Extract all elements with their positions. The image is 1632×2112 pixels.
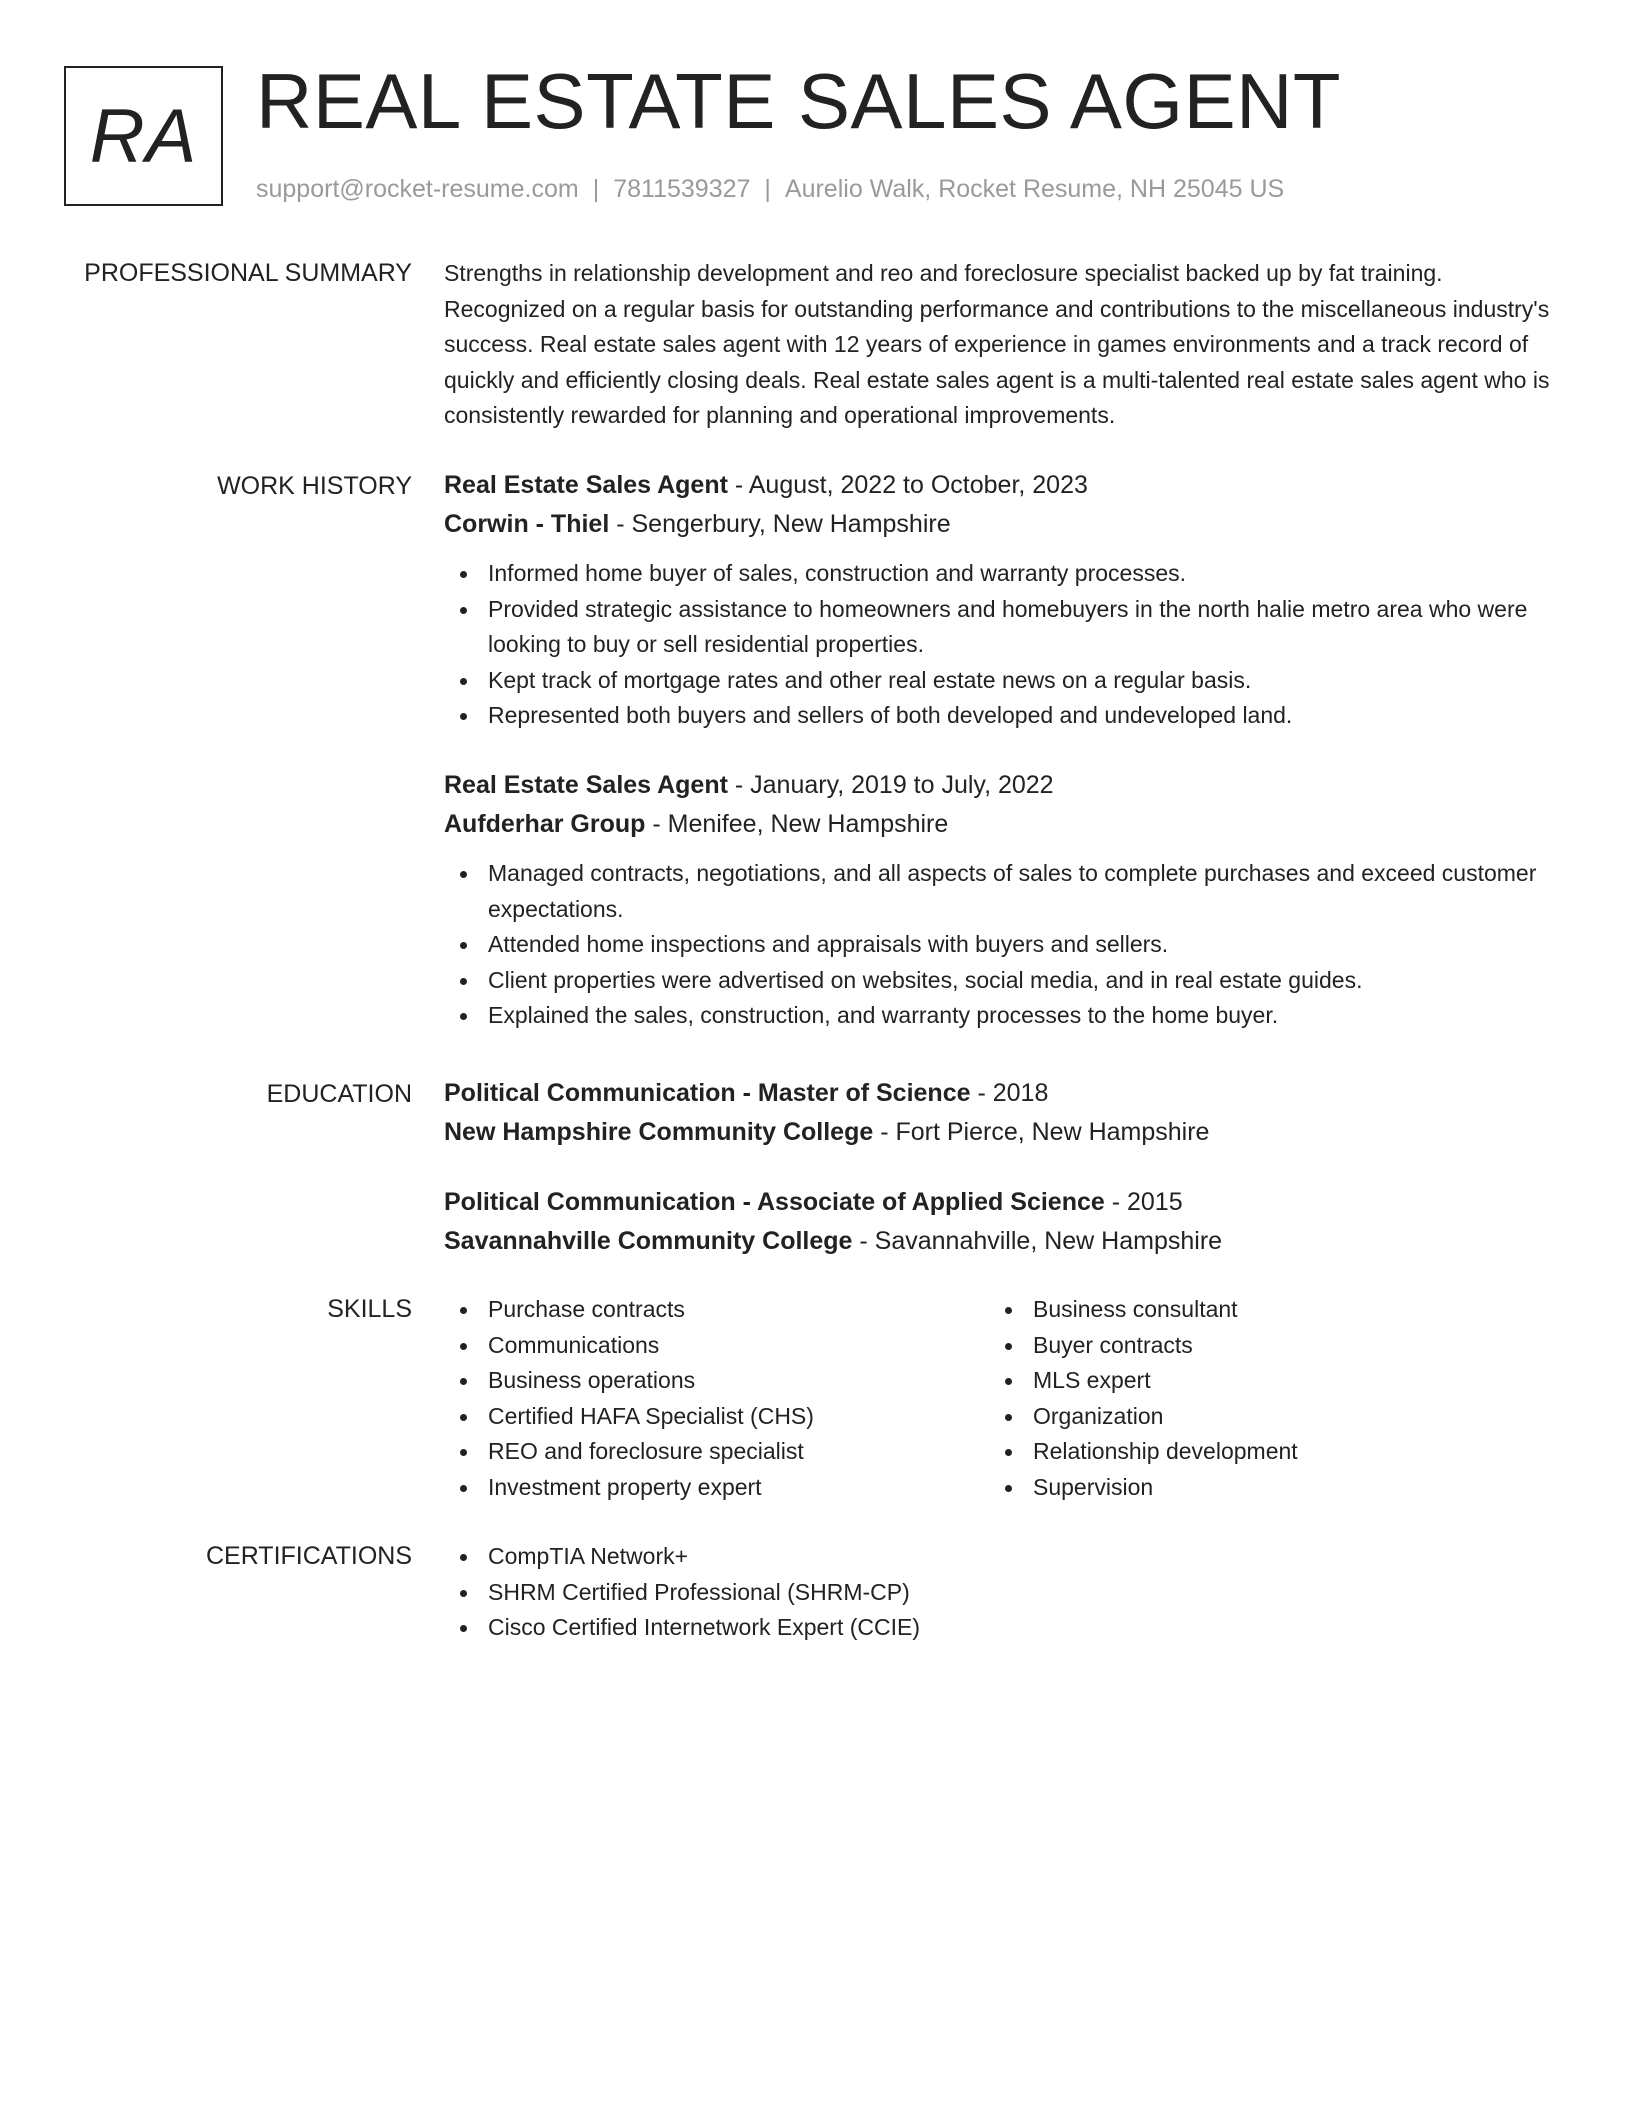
section-heading-summary: PROFESSIONAL SUMMARY <box>84 259 412 287</box>
skill-item: Business consultant <box>989 1292 1534 1328</box>
skills-grid <box>444 1292 1564 1506</box>
contact-email[interactable]: support@rocket-resume.com <box>256 175 579 203</box>
summary-body <box>444 256 1564 434</box>
job-bullet: Explained the sales, construction, and warranty processes to the home buyer. <box>444 998 1564 1034</box>
skill-item: Buyer contracts <box>989 1328 1534 1364</box>
job-title: Real Estate Sales Agent <box>444 770 728 799</box>
job-company: Corwin - Thiel <box>444 510 610 538</box>
certification-item: CompTIA Network+ <box>444 1539 1564 1575</box>
job-title-line <box>444 466 1564 505</box>
skills-body <box>444 1292 1564 1506</box>
job-entry <box>444 466 1564 734</box>
education-entry <box>444 1183 1564 1261</box>
contact-separator: | <box>764 175 771 203</box>
education-school: Savannahville Community College <box>444 1227 853 1255</box>
job-bullets <box>444 856 1564 1034</box>
education-year: - 2018 <box>970 1079 1049 1107</box>
skill-item: Investment property expert <box>444 1470 989 1506</box>
skills-column-left <box>444 1292 989 1506</box>
job-entry <box>444 766 1564 1034</box>
education-degree: Political Communication - Associate of Applied Science <box>444 1188 1105 1216</box>
section-heading-work-history: WORK HISTORY <box>217 472 412 500</box>
education-degree-line <box>444 1183 1564 1222</box>
section-heading-certifications: CERTIFICATIONS <box>205 1542 412 1570</box>
job-bullet: Managed contracts, negotiations, and all aspects of sales to complete purchases and exceed customer expectations. <box>444 856 1564 927</box>
skill-item: MLS expert <box>989 1363 1534 1399</box>
job-dates: - August, 2022 to October, 2023 <box>727 471 1088 499</box>
skill-item: Relationship development <box>989 1434 1534 1470</box>
certifications-body <box>444 1539 1564 1646</box>
education-school-line <box>444 1113 1564 1152</box>
skill-item: Organization <box>989 1399 1534 1435</box>
certification-item: SHRM Certified Professional (SHRM-CP) <box>444 1575 1564 1611</box>
monogram-logo <box>64 66 223 206</box>
job-title: Real Estate Sales Agent <box>444 471 728 499</box>
education-degree: Political Communication - Master of Science <box>444 1079 971 1107</box>
monogram-initials: RA <box>89 93 198 179</box>
job-bullet: Client properties were advertised on websites, social media, and in real estate guides. <box>444 963 1564 999</box>
certification-item: Cisco Certified Internetwork Expert (CCIE) <box>444 1610 1564 1646</box>
skill-item: Business operations <box>444 1363 989 1399</box>
education-entry <box>444 1074 1564 1152</box>
contact-line <box>256 172 1284 206</box>
contact-separator: | <box>592 175 600 203</box>
job-location: - Sengerbury, New Hampshire <box>609 510 951 538</box>
skills-column-right <box>989 1292 1534 1506</box>
skill-item: REO and foreclosure specialist <box>444 1434 989 1470</box>
job-bullet: Provided strategic assistance to homeowners and homebuyers in the north halie metro area who were looking to buy or sell residential properties. <box>444 592 1564 663</box>
job-title-line <box>444 766 1564 805</box>
education-body <box>444 1074 1564 1261</box>
job-bullet: Represented both buyers and sellers of both developed and undeveloped land. <box>444 698 1564 734</box>
job-bullets <box>444 556 1564 734</box>
contact-address: Aurelio Walk, Rocket Resume, NH 25045 US <box>784 175 1285 203</box>
education-location: - Savannahville, New Hampshire <box>852 1227 1223 1255</box>
skill-item: Supervision <box>989 1470 1534 1506</box>
education-degree-line <box>444 1074 1564 1113</box>
skill-item: Certified HAFA Specialist (CHS) <box>444 1399 989 1435</box>
resume-title: REAL ESTATE SALES AGENT <box>256 57 1342 145</box>
job-location: - Menifee, New Hampshire <box>645 809 949 838</box>
contact-phone[interactable]: 7811539327 <box>613 175 751 203</box>
job-company: Aufderhar Group <box>444 809 646 838</box>
education-school: New Hampshire Community College <box>444 1118 874 1146</box>
work-history-body <box>444 466 1564 1034</box>
education-year: - 2015 <box>1104 1188 1183 1216</box>
section-heading-skills: SKILLS <box>327 1295 412 1323</box>
job-dates: - January, 2019 to July, 2022 <box>727 770 1054 799</box>
education-location: - Fort Pierce, New Hampshire <box>873 1118 1210 1146</box>
job-company-line <box>444 505 1564 544</box>
certifications-list <box>444 1539 1564 1646</box>
job-bullet: Kept track of mortgage rates and other real estate news on a regular basis. <box>444 663 1564 699</box>
skill-item: Purchase contracts <box>444 1292 989 1328</box>
section-heading-education: EDUCATION <box>266 1080 412 1108</box>
job-company-line <box>444 805 1564 844</box>
job-bullet: Attended home inspections and appraisals with buyers and sellers. <box>444 927 1564 963</box>
skill-item: Communications <box>444 1328 989 1364</box>
education-school-line <box>444 1222 1564 1261</box>
job-bullet: Informed home buyer of sales, construction and warranty processes. <box>444 556 1564 592</box>
summary-text: Strengths in relationship development and reo and foreclosure specialist backed up by fat training. Recognized on a regular basis for outstanding performance and contributions to the miscellaneous industry's success. Real estate sales agent with 12 years of experience in games environments and a track record of quickly and efficiently closing deals. Real estate sales agent is a multi-talented real estate sales agent who is consistently rewarded for planning and operational improvements. <box>444 260 1550 429</box>
